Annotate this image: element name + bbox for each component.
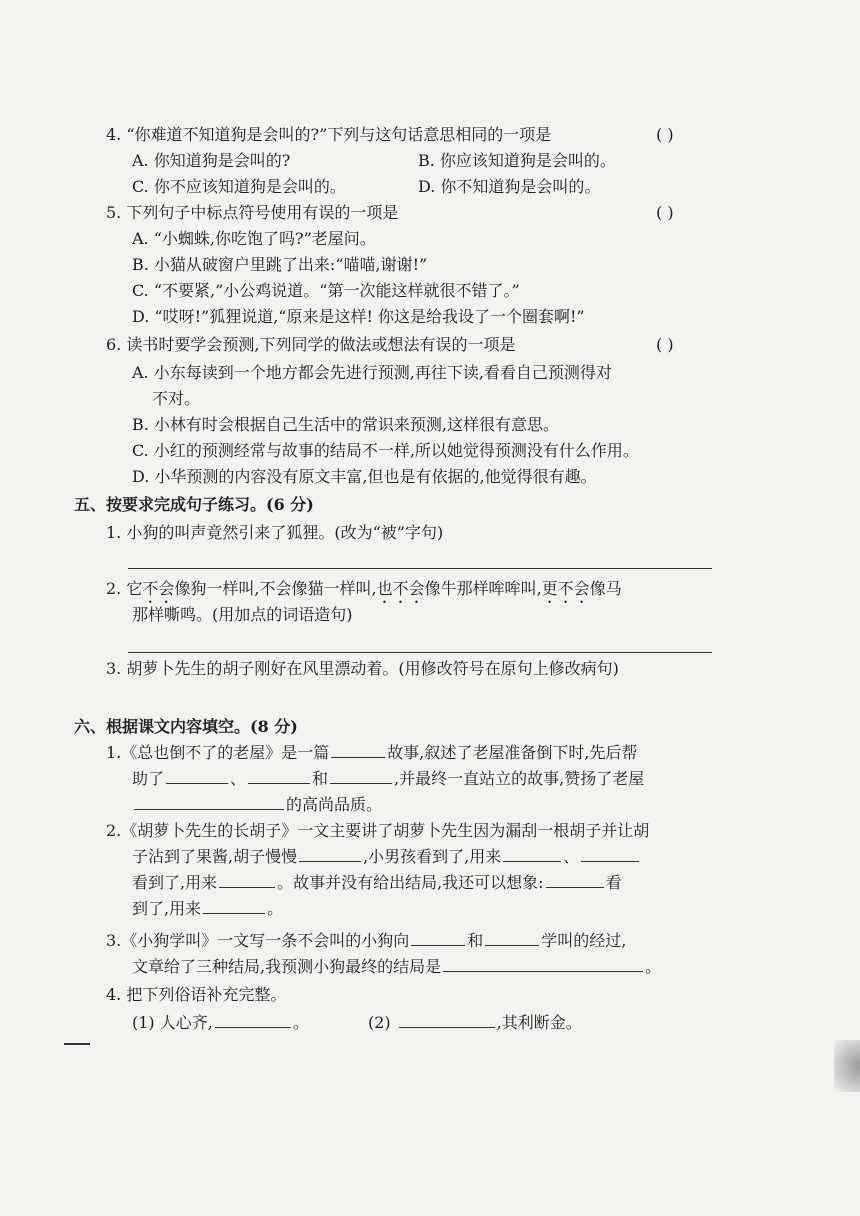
q5-stem: 5. 下列句子中标点符号使用有误的一项是	[106, 203, 399, 222]
sec5-item-1-answer-line[interactable]	[128, 568, 712, 569]
blank-helped-2[interactable]	[248, 769, 310, 784]
q6-option-a[interactable]: A. 小东每读到一个地方都会先进行预测,再往下读,看看自己预测得对	[132, 363, 612, 382]
section-6-title: 六、根据课文内容填空。(8 分)	[74, 717, 298, 736]
sec6-item-1-line3	[132, 794, 382, 816]
sec6-item-2-line2	[132, 846, 641, 868]
q4-option-a[interactable]: A. 你知道狗是会叫的?	[132, 151, 291, 170]
blank-used-for[interactable]	[219, 873, 275, 888]
sec6-item-2-text-d: 、	[563, 847, 580, 866]
blank-predicted-ending[interactable]	[443, 957, 643, 972]
sec6-item-1-line1	[106, 742, 637, 764]
q4-stem	[106, 124, 551, 146]
blank-who-saw[interactable]	[581, 847, 639, 862]
blank-imagine-who[interactable]	[546, 873, 604, 888]
blank-quality[interactable]	[134, 795, 284, 810]
sec6-item-2-line1: 2.《胡萝卜先生的长胡子》一文主要讲了胡萝卜先生因为漏刮一根胡子并让胡	[106, 821, 650, 840]
scan-shadow	[834, 1040, 860, 1092]
q4-option-b[interactable]: B. 你应该知道狗是会叫的。	[418, 151, 616, 170]
sec6-item-3-line1	[106, 930, 626, 952]
section-5-title: 五、按要求完成句子练习。(6 分)	[74, 495, 314, 514]
sec6-item-3-line2	[132, 956, 661, 978]
blank-imagine-use[interactable]	[203, 899, 265, 914]
q6-option-b[interactable]: B. 小林有时会根据自己生活中的常识来预测,这样很有意思。	[132, 415, 560, 434]
blank-learn-from-1[interactable]	[411, 931, 465, 946]
sec6-item-4-2	[368, 1012, 582, 1034]
sec6-item-1-line2	[132, 768, 644, 790]
sec6-item-3-text-c: 学叫的经过,	[541, 931, 627, 950]
q5-option-a[interactable]: A. “小蜘蛛,你吃饱了吗?”老屋问。	[132, 229, 376, 248]
blank-beard-grew[interactable]	[299, 847, 361, 862]
sec6-item-4: 4. 把下列俗语补充完整。	[106, 985, 287, 1004]
sec5-item-3: 3. 胡萝卜先生的胡子刚好在风里漂动着。(用修改符号在原句上修改病句)	[106, 659, 619, 678]
sec5-item-2-text-e: 像牛那样哞哞叫,	[424, 579, 542, 598]
sec6-item-3-text-e: 。	[645, 957, 662, 976]
q5-answer-paren[interactable]: ( )	[656, 203, 674, 222]
sec6-item-3-text-d: 文章给了三种结局,我预测小狗最终的结局是	[132, 957, 442, 976]
sec6-item-1-text-f: ,并最终一直站立的故事,赞扬了老屋	[394, 769, 645, 788]
q6-option-c[interactable]: C. 小红的预测经常与故事的结局不一样,所以她觉得预测没有什么作用。	[132, 441, 639, 460]
sec6-item-2-text-e: 看到了,用来	[132, 873, 218, 892]
sec5-item-2-text-c: 像狗一样叫,不会像猫一样叫,	[174, 579, 377, 598]
sec6-item-4-2-end: ,其利断金。	[496, 1013, 582, 1032]
sec5-item-2-text-g: 像马	[589, 579, 622, 598]
q4-stem-text: 4. “你难道不知道狗是会叫的?”下列与这句话意思相同的一项是	[106, 125, 552, 144]
blank-boy-use[interactable]	[503, 847, 561, 862]
page-edge-mark	[64, 1043, 90, 1045]
dotted-word-buhui: 不会	[142, 579, 175, 598]
sec6-item-2-line4	[132, 898, 283, 920]
sec5-item-2-cont: 那样嘶鸣。(用加点的词语造句)	[132, 605, 353, 624]
sec6-item-4-1-end: 。	[292, 1013, 309, 1032]
dotted-word-gengbuhui: 更不会	[541, 579, 590, 598]
sec6-item-3-text-b: 和	[467, 931, 484, 950]
q5-option-b[interactable]: B. 小猫从破窗户里跳了出来:“喵喵,谢谢!”	[132, 255, 428, 274]
sec6-item-2-text-i: 。	[267, 899, 284, 918]
blank-proverb-2[interactable]	[399, 1013, 495, 1028]
sec5-item-1: 1. 小狗的叫声竟然引来了狐狸。(改为“被”字句)	[106, 523, 444, 542]
blank-learn-from-2[interactable]	[485, 931, 539, 946]
sec6-item-1-text-g: 的高尚品质。	[286, 795, 383, 814]
q6-answer-paren[interactable]: ( )	[656, 335, 674, 354]
sec6-item-2-text-g: 看	[605, 873, 622, 892]
sec6-item-1-text-e: 和	[312, 769, 329, 788]
sec6-item-2-line3	[132, 872, 622, 894]
blank-proverb-1[interactable]	[215, 1013, 291, 1028]
sec6-item-4-2-text: (2)	[368, 1013, 391, 1032]
blank-helped-1[interactable]	[166, 769, 228, 784]
blank-helped-3[interactable]	[330, 769, 392, 784]
q5-option-c[interactable]: C. “不要紧,”小公鸡说道。“第一次能这样就很不错了。”	[132, 281, 520, 300]
sec6-item-1-text-b: 故事,叙述了老屋准备倒下时,先后帮	[387, 743, 638, 762]
sec6-item-1-text-d: 、	[230, 769, 247, 788]
sec6-item-3-text-a: 3.《小狗学叫》一文写一条不会叫的小狗向	[106, 931, 410, 950]
sec5-item-2-text-a: 2. 它	[106, 579, 143, 598]
q6-stem: 6. 读书时要学会预测,下列同学的做法或想法有误的一项是	[106, 335, 516, 354]
q6-option-d[interactable]: D. 小华预测的内容没有原文丰富,但也是有依据的,他觉得很有趣。	[132, 467, 597, 486]
q4-option-c[interactable]: C. 你不应该知道狗是会叫的。	[132, 177, 346, 196]
q6-option-a-cont: 不对。	[152, 389, 201, 408]
sec6-item-1-text-c: 助了	[132, 769, 165, 788]
blank-story-type[interactable]	[331, 743, 385, 758]
sec6-item-4-1-text: (1) 人心齐,	[132, 1013, 213, 1032]
sec6-item-1-text-a: 1.《总也倒不了的老屋》是一篇	[106, 743, 330, 762]
sec6-item-4-1	[132, 1012, 309, 1034]
sec6-item-2-text-h: 到了,用来	[132, 899, 202, 918]
sec6-item-2-text-b: 子沾到了果酱,胡子慢慢	[132, 847, 298, 866]
sec5-item-2-answer-line[interactable]	[128, 652, 712, 653]
q4-option-d[interactable]: D. 你不知道狗是会叫的。	[418, 177, 601, 196]
sec6-item-2-text-f: 。故事并没有给出结局,我还可以想象:	[277, 873, 544, 892]
sec5-item-2	[106, 578, 622, 607]
sec6-item-2-text-c: ,小男孩看到了,用来	[363, 847, 502, 866]
q5-option-d[interactable]: D. “哎呀!”狐狸说道,“原来是这样! 你这是给我设了一个圈套啊!”	[132, 307, 585, 326]
q4-answer-paren[interactable]: ( )	[656, 125, 674, 144]
dotted-word-yebuhui: 也不会	[376, 579, 425, 598]
